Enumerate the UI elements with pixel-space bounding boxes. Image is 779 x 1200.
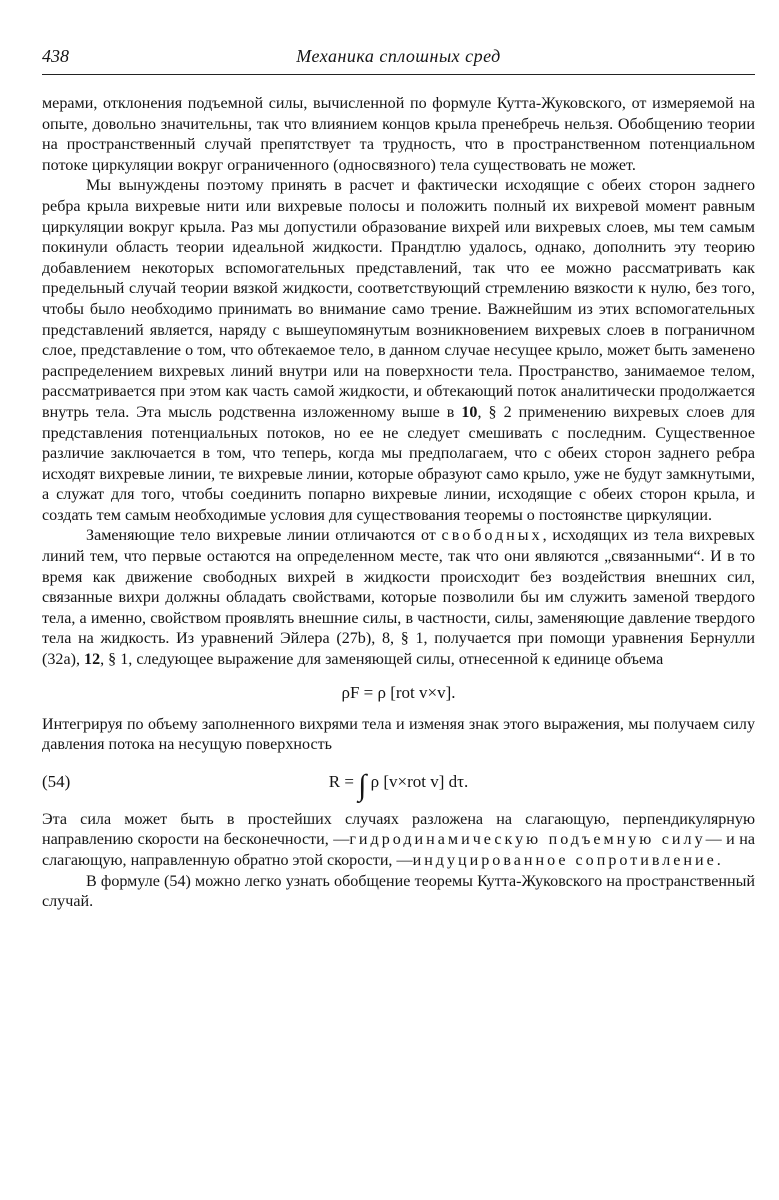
- emphasis-induced-drag: индуцированное сопротивление: [412, 852, 717, 869]
- paragraph-4: [42, 715, 755, 756]
- running-title: Механика сплошных сред: [296, 46, 501, 66]
- equation-body: [42, 768, 755, 802]
- paragraph-5: [42, 810, 755, 872]
- section-ref-10: 10: [461, 403, 478, 421]
- paragraph-3: [42, 526, 755, 670]
- equation-number: (54): [42, 771, 71, 791]
- emphasis-free: свободных: [441, 527, 543, 545]
- paragraph-5-text-b: — и на слагающую, направленную обратно этой скорости, —: [42, 831, 755, 869]
- paragraph-3-text-a: Заменяющие тело вихревые линии отличаются от: [86, 527, 436, 545]
- paragraph-3-text-b: , исходящих из тела вихревых линий тем, что первые остаются на определенном месте, так что они являются „связанными“. И в то время как движение свободных вихрей в жидкости происходит без воздействия внешних сил, связанные вихри должны обладать свойствами, которые позволили бы им служить заменой твердого тела, а именно, свойством проявлять внешние силы, в частности, силы, заменяющие давление твердого тела на жидкость. Из уравнений Эйлера (27b), 8, § 1, получается при помощи уравнения Бернулли (32a),: [42, 527, 755, 669]
- formula-54: [42, 764, 755, 804]
- paragraph-5-text-c: .: [716, 852, 721, 869]
- paragraph-2: [42, 176, 755, 526]
- equation-rhs: ρ [v×rot v] dτ.: [366, 771, 469, 791]
- paragraph-2-text-b: , § 2 применению вихревых слоев для представления потенциальных потоков, но ее не следует смешивать с последним. Существенное различие заключается в том, что теперь, когда мы предполагаем, что с обеих сторон заднего ребра исходят вихревые линии, те вихревые линии, которые образуют само крыло, уже не будут замкнутыми, а служат для того, чтобы соединить попарно вихревые линии, исходящие с обеих сторон крыла, и создать тем самым необходимые условия для существования теоремы о постоянстве циркуляции.: [42, 403, 755, 524]
- section-ref-12: 12: [84, 651, 101, 669]
- header-rule: [42, 74, 755, 75]
- paragraph-1-text: мерами, отклонения подъемной силы, вычисленной по формуле Кутта-Жуковского, от измеряемой на опыте, довольно значительны, так что влиянием концов крыла пренебречь нельзя. Обобщению теории на пространственный случай препятствует та трудность, что в пространственном потенциальном потоке циркуляции вокруг ограниченного (односвязного) тела существовать не может.: [42, 95, 755, 174]
- paragraph-5-text-a: Эта сила может быть в простейших случаях разложена на слагающую, перпендикулярную направлению скорости на бесконечности, —: [42, 810, 755, 849]
- paragraph-4-text: Интегрируя по объему заполненного вихрями тела и изменяя знак этого выражения, мы получаем силу давления потока на несущую поверхность: [42, 715, 755, 754]
- integral-sign: ∫: [358, 768, 367, 802]
- page-number: 438: [42, 46, 69, 66]
- equation-lhs: R =: [328, 771, 359, 791]
- formula-force-density: ρF = ρ [rot v×v].: [341, 682, 456, 702]
- emphasis-lift: гидродинамическую подъемную силу: [349, 831, 706, 849]
- paragraph-6-text: В формуле (54) можно легко узнать обобщение теоремы Кутта-Жуковского на пространственный случай.: [42, 872, 755, 911]
- paragraph-2-text-a: Мы вынуждены поэтому принять в расчет и фактически исходящие с обеих сторон заднего ребра крыла вихревые нити или вихревые полосы и положить полный их вихревой момент равным циркуляции вокруг крыла. Раз мы допустили образование вихрей или вихревых слоев, мы тем самым покинули область теории идеальной жидкости. Прандтлю удалось, однако, дополнить эту теорию добавлением некоторых вспомогательных представлений, так что ее можно рассматривать как предельный случай теории вязкой жидкости, соответствующий стремлению вязкости к нулю, без того, чтобы было необходимо принимать во внимание само трение. Важнейшим из этих вспомогательных представлений является, наряду с вышеупомянутым возникновением вихревых слоев в пограничном слое, представление о том, что обтекаемое тело, в данном случае несущее крыло, может быть заменено распределением вихревых линий внутри или на поверхности тела. Пространство, занимаемое телом, рассматривается при этом как часть самой жидкости, и обтекающий поток аналитически продолжается внутрь тела. Эта мысль родственна изложенному выше в: [42, 177, 755, 421]
- paragraph-1: [42, 94, 755, 176]
- paragraph-3-text-c: , § 1, следующее выражение для заменяющей силы, отнесенной к единице объема: [100, 651, 664, 669]
- paragraph-6: [42, 872, 755, 913]
- body-text: [42, 94, 755, 913]
